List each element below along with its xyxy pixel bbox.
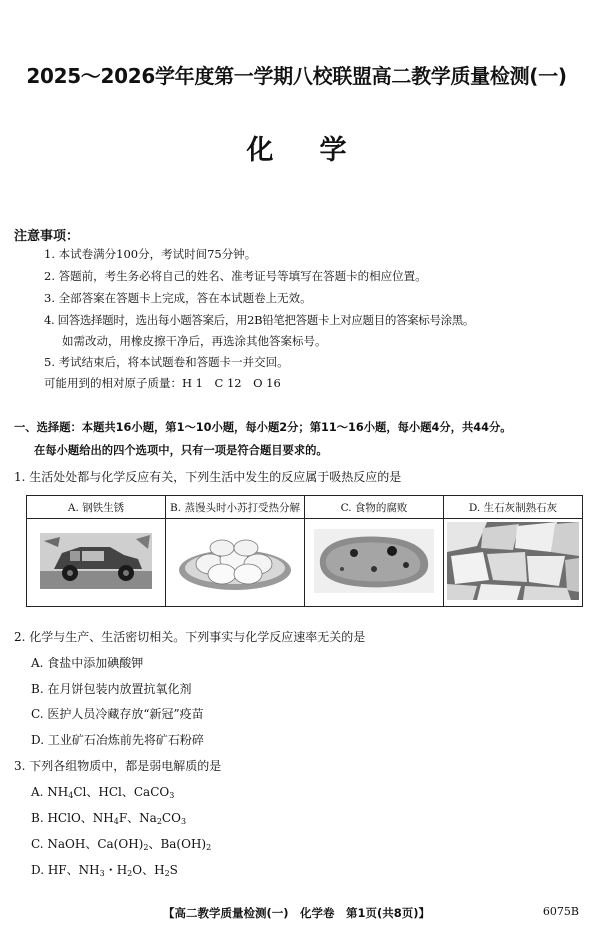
- notice-item-4-cont: 如需改动，用橡皮擦干净后，再选涂其他答案标号。: [62, 334, 327, 348]
- notice-heading: 注意事项：: [14, 229, 80, 244]
- quicklime-image: [447, 522, 579, 600]
- notice-item-4: 4. 回答选择题时，选出每小题答案后，用2B铅笔把答题卡上对应题目的答案标号涂黑。: [44, 313, 475, 327]
- steamed-buns-image: [176, 530, 294, 592]
- question-3-option-c: C. NaOH、$Ca(OH)_2$、$Ba(OH)_2$: [31, 837, 212, 852]
- page-footer: 【高二教学质量检测(一) 化学卷 第1页(共8页)】: [162, 906, 431, 920]
- option-b-label: B. 蒸馒头时小苏打受热分解: [166, 496, 305, 519]
- question-2-option-a: A. 食盐中添加碘酸钾: [31, 656, 144, 670]
- rusty-car-image: [40, 533, 152, 589]
- option-a-label: A. 钢铁生锈: [27, 496, 166, 519]
- question-2-option-d: D. 工业矿石冶炼前先将矿石粉碎: [31, 733, 204, 747]
- question-2-stem: 2. 化学与生产、生活密切相关。下列事实与化学反应速率无关的是: [14, 630, 366, 644]
- question-2-option-c: C. 医护人员冷藏存放“新冠”疫苗: [31, 707, 204, 721]
- question-3-option-b: B. HClO、$NH_4F$、$Na_2CO_3$: [31, 811, 187, 826]
- section-heading: 一、选择题：本题共16小题，第1～10小题，每小题2分；第11～16小题，每小题4分，共44分。: [14, 421, 512, 434]
- notice-item-1: 1. 本试卷满分100分，考试时间75分钟。: [44, 247, 257, 261]
- option-d-label: D. 生石灰制熟石灰: [444, 496, 583, 519]
- paper-code: 6075B: [542, 905, 579, 918]
- section-instructions: 在每小题给出的四个选项中，只有一项是符合题目要求的。: [34, 444, 328, 457]
- rotten-food-image: [314, 529, 434, 593]
- question-1-option-table: [26, 495, 583, 607]
- subject-title: 化学: [246, 135, 393, 166]
- notice-item-3: 3. 全部答案在答题卡上完成，答在本试题卷上无效。: [44, 291, 312, 305]
- notice-item-5: 5. 考试结束后，将本试题卷和答题卡一并交回。: [44, 355, 289, 369]
- option-c-image-cell: [305, 519, 444, 607]
- option-b-image-cell: [166, 519, 305, 607]
- notice-item-2: 2. 答题前，考生务必将自己的姓名、准考证号等填写在答题卡的相应位置。: [44, 269, 427, 283]
- question-3-stem: 3. 下列各组物质中，都是弱电解质的是: [14, 759, 222, 773]
- question-3-option-d: D. HF、$NH_3$・$H_2O$、$H_2S$: [31, 863, 178, 878]
- option-d-image-cell: [444, 519, 583, 607]
- question-2-option-b: B. 在月饼包装内放置抗氧化剂: [31, 682, 192, 696]
- option-a-image-cell: [27, 519, 166, 607]
- option-c-label: C. 食物的腐败: [305, 496, 444, 519]
- question-3-option-a: A. $NH_4Cl$、HCl、CaCO$_3$: [31, 785, 175, 800]
- atomic-masses: 可能用到的相对原子质量：H 1 C 12 O 16: [44, 376, 281, 390]
- exam-title: 2025～2026学年度第一学期八校联盟高二教学质量检测(一): [26, 64, 567, 88]
- question-1-stem: 1. 生活处处都与化学反应有关，下列生活中发生的反应属于吸热反应的是: [14, 470, 402, 484]
